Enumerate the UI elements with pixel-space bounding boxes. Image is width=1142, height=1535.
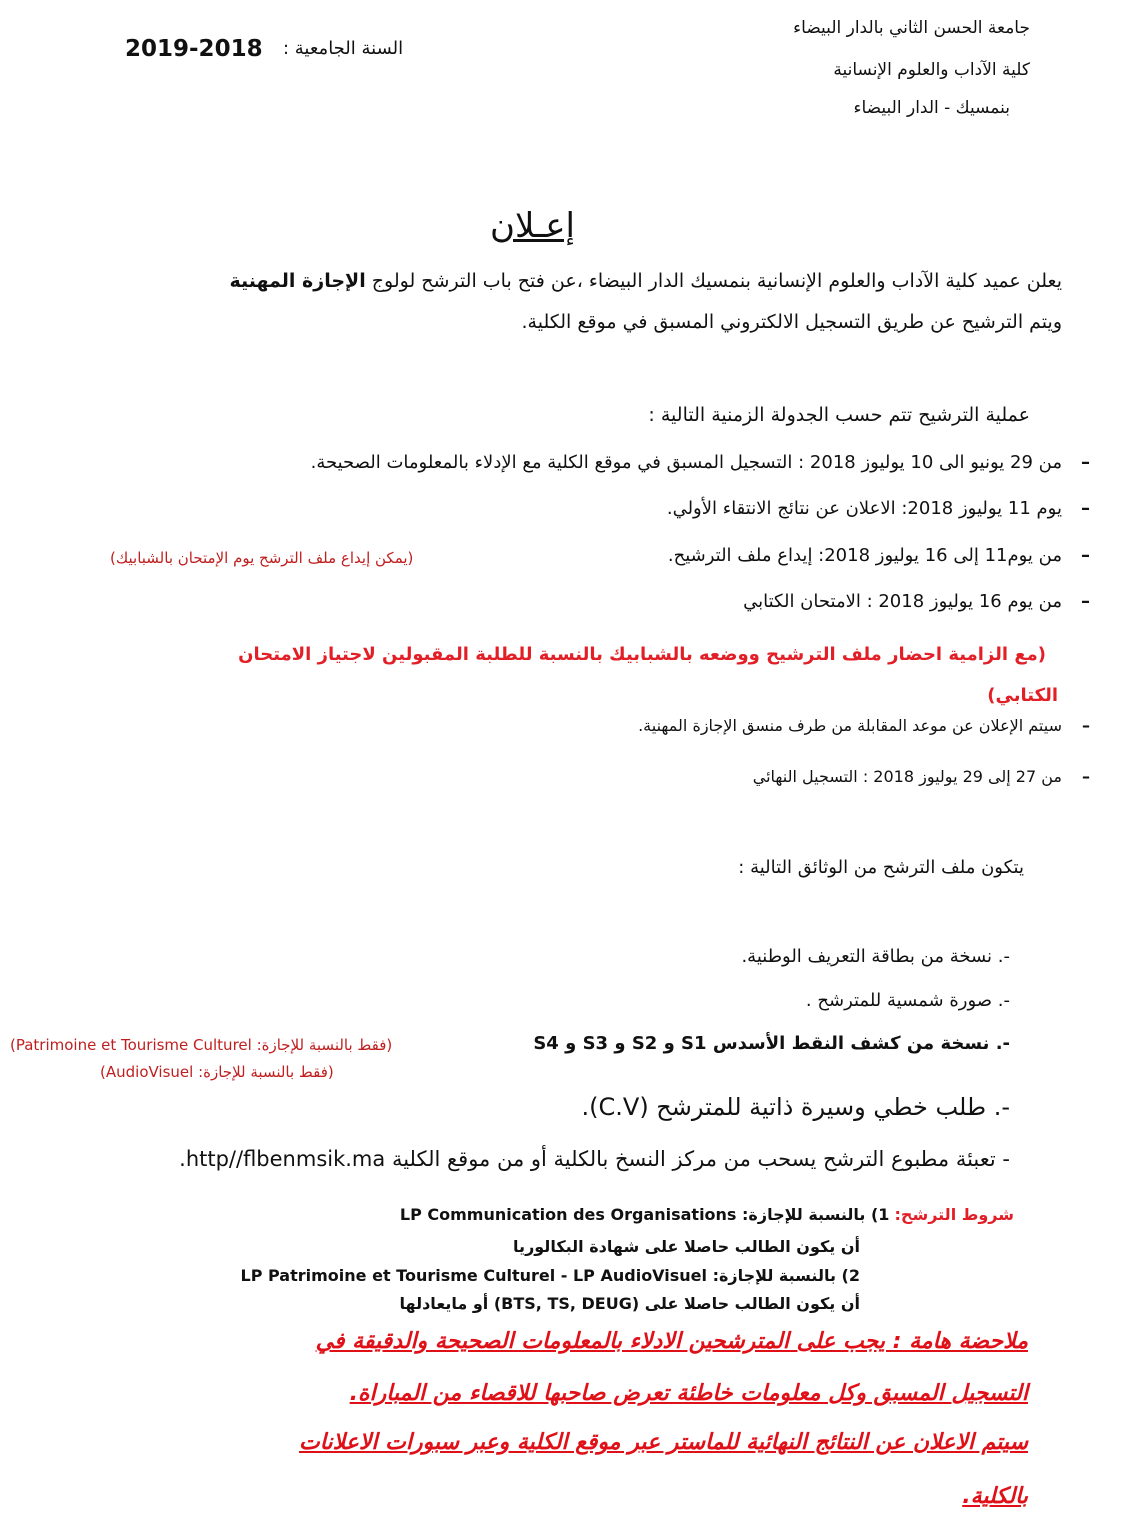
document-item: -. نسخة من بطاقة التعريف الوطنية. <box>741 946 1010 967</box>
schedule-item-text: من يوم11 إلى 16 يوليوز 2018: إيداع ملف الترشيح. <box>667 545 1062 566</box>
exam-note-line-1: (مع الزامية احضار ملف الترشيح ووضعه بالشبابيك بالنسبة للطلبة المقبولين لاجتياز الامتحان <box>238 644 1046 665</box>
dash-bullet: – <box>1081 498 1090 519</box>
warning-line-2: التسجيل المسبق وكل معلومات خاطئة تعرض صاحبها للاقصاء من المباراة. <box>349 1381 1028 1406</box>
schedule-item-text: سيتم الإعلان عن موعد المقابلة من طرف منسق الإجازة المهنية. <box>638 716 1062 735</box>
dash-bullet: – <box>1082 716 1090 735</box>
document-item-cv: -. طلب خطي وسيرة ذاتية للمترشح (C.V). <box>581 1093 1010 1121</box>
deposit-note: (يمكن إيداع ملف الترشح يوم الإمتحان بالشبابيك) <box>110 549 414 567</box>
schedule-item <box>752 767 1090 786</box>
schedule-item <box>743 591 1090 612</box>
document-item-transcript: -. نسخة من كشف النقط الأسدس S1 و S2 و S3 و S4 <box>533 1033 1010 1054</box>
documents-heading: يتكون ملف الترشح من الوثائق التالية : <box>738 857 1024 878</box>
exam-note-line-2: الكتابي) <box>987 685 1058 706</box>
schedule-item <box>638 716 1090 735</box>
academic-year: 2019-2018 <box>125 36 263 62</box>
conditions-line-4: أن يكون الطالب حاصلا على (BTS, TS, DEUG) أو مايعادلها <box>399 1294 860 1313</box>
intro-text: يعلن عميد كلية الآداب والعلوم الإنسانية بنمسيك الدار البيضاء ،عن فتح باب الترشح لولوج <box>371 270 1062 292</box>
academic-year-label: السنة الجامعية : <box>283 38 404 59</box>
conditions-line-2: أن يكون الطالب حاصلا على شهادة البكالوريا <box>513 1237 860 1256</box>
schedule-item-text: من 27 إلى 29 يوليوز 2018 : التسجيل النهائي <box>752 767 1062 786</box>
dash-bullet: – <box>1081 591 1090 612</box>
faculty-name: كلية الآداب والعلوم الإنسانية <box>833 60 1030 80</box>
conditions-line-1: 1) بالنسبة للإجازة: LP Communication des Organisations <box>399 1205 890 1224</box>
intro-line-1 <box>229 270 1062 292</box>
transcript-note-1: (فقط بالنسبة للإجازة: Patrimoine et Tourisme Culturel) <box>10 1036 393 1054</box>
page-title: إعـلان <box>490 206 575 246</box>
warning-line-3: سيتم الاعلان عن النتائج النهائية للماستر عبر موقع الكلية وعبر سبورات الاعلانات <box>299 1430 1028 1455</box>
dash-bullet: – <box>1081 545 1090 566</box>
faculty-location: بنمسيك - الدار البيضاء <box>853 98 1010 118</box>
conditions-line-3: 2) بالنسبة للإجازة: LP Patrimoine et Tourisme Culturel - LP AudioVisuel <box>240 1266 860 1285</box>
intro-line-2: ويتم الترشيح عن طريق التسجيل الالكتروني المسبق في موقع الكلية. <box>521 311 1062 333</box>
schedule-item-text: من 29 يونيو الى 10 يوليوز 2018 : التسجيل المسبق في موقع الكلية مع الإدلاء بالمعلومات الصحيحة. <box>310 452 1062 473</box>
warning-line-1: ملاحضة هامة : يجب على المترشحين الادلاء بالمعلومات الصحيحة والدقيقة في <box>315 1329 1028 1354</box>
transcript-note-2: (فقط بالنسبة للإجازة: AudioVisuel) <box>100 1063 334 1081</box>
warning-line-4: بالكلية. <box>962 1484 1028 1509</box>
schedule-item-text: يوم 11 يوليوز 2018: الاعلان عن نتائج الانتقاء الأولي. <box>666 498 1062 519</box>
schedule-item <box>667 545 1090 566</box>
conditions-header <box>400 1205 1014 1224</box>
dash-bullet: – <box>1081 452 1090 473</box>
dash-bullet: – <box>1082 767 1090 786</box>
schedule-heading: عملية الترشيح تتم حسب الجدولة الزمنية التالية : <box>648 404 1030 426</box>
document-item-form: - تعبئة مطبوع الترشح يسحب من مركز النسخ بالكلية أو من موقع الكلية http//flbenmsik.ma. <box>179 1147 1010 1171</box>
schedule-item <box>310 452 1090 473</box>
intro-bold-program: الإجازة المهنية <box>229 270 366 292</box>
university-name: جامعة الحسن الثاني بالدار البيضاء <box>793 18 1030 38</box>
conditions-label: شروط الترشح: <box>894 1205 1014 1224</box>
schedule-item <box>666 498 1090 519</box>
schedule-item-text: من يوم 16 يوليوز 2018 : الامتحان الكتابي <box>743 591 1062 612</box>
document-item: -. صورة شمسية للمترشح . <box>805 990 1010 1011</box>
